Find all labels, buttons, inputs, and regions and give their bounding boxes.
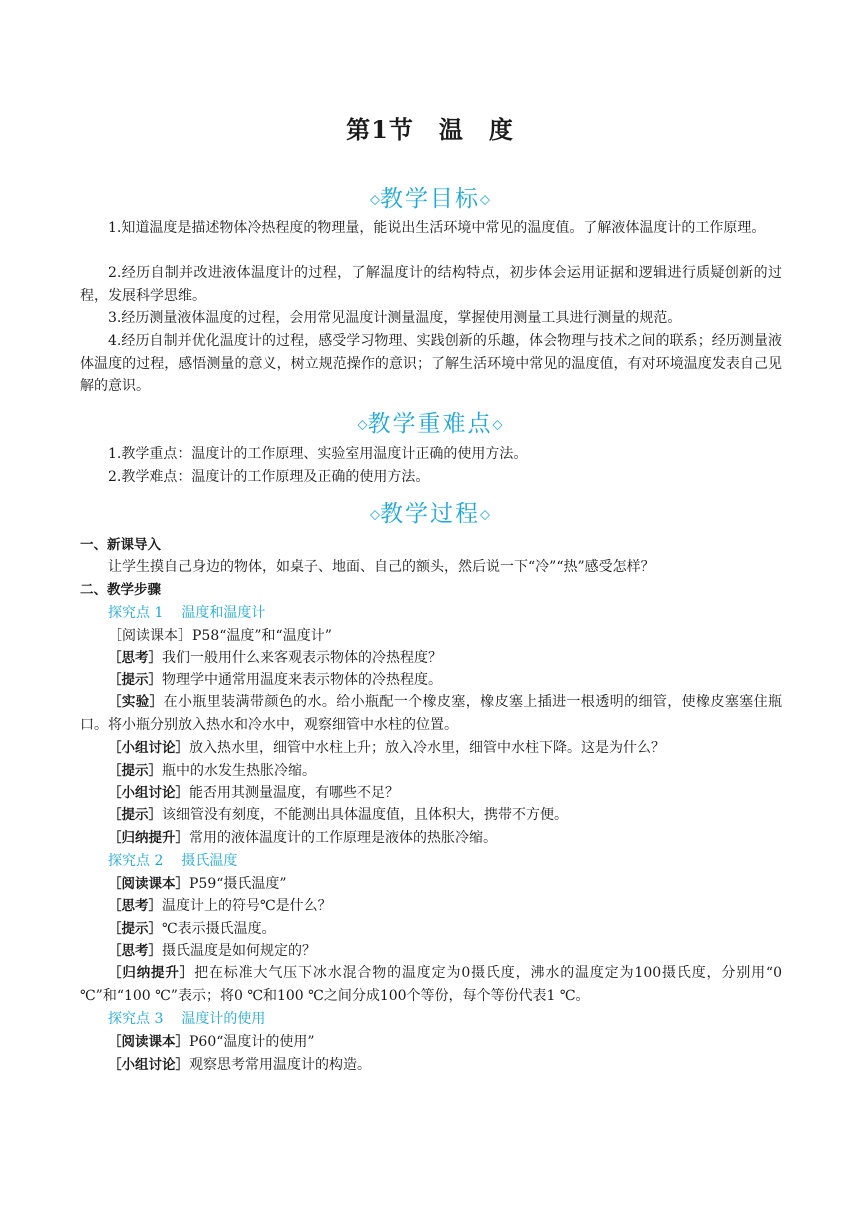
item-text: 观察思考常用温度计的构造。 [189, 1057, 371, 1073]
list-item [108, 918, 782, 940]
goal-paragraph-2: 2.经历自制并改进液体温度计的过程，了解温度计的结构特点，初步体会运用证据和逻辑进行质疑创新的过程，发展科学思维。 [80, 265, 782, 304]
topic-1-heading [108, 602, 810, 624]
item-text: 物理学中通常用温度来表示物体的冷热程度。 [162, 672, 442, 688]
diamond-icon: ◇ [480, 507, 490, 523]
diamond-icon: ◇ [357, 417, 368, 433]
keypoint-2: 2.教学难点：温度计的工作原理及正确的使用方法。 [108, 469, 430, 485]
list-item [108, 782, 782, 804]
item-tag: ［实验］ [108, 694, 164, 710]
item-tag: ［思考］ [108, 898, 162, 914]
item-tag: ［归纳提升］ [108, 965, 195, 981]
item-text: 在小瓶里装满带颜色的水。给小瓶配一个橡皮塞，橡皮塞上插进一根透明的细管，使橡皮塞塞住瓶口。将小瓶分别放入热水和冷水中，观察细管中水柱的位置。 [80, 694, 783, 733]
topic-1-number: 探究点 1 [108, 605, 164, 621]
item-tag: ［阅读课本］ [108, 876, 189, 892]
item-text: P59“摄氏温度” [189, 876, 287, 892]
diamond-icon: ◇ [480, 192, 490, 208]
list-item [108, 647, 782, 669]
keypoint-1: 1.教学重点：温度计的工作原理、实验室用温度计正确的使用方法。 [108, 446, 528, 462]
item-tag: ［归纳提升］ [108, 830, 189, 846]
list-item [80, 691, 782, 736]
item-text: P60“温度计的使用” [189, 1034, 315, 1050]
item-text: 瓶中的水发生热胀冷缩。 [162, 763, 316, 779]
section-heading-goals [0, 180, 860, 213]
diamond-icon: ◇ [370, 507, 380, 523]
item-tag: ［阅读课本］ [108, 1034, 189, 1050]
item-tag: ［小组讨论］ [108, 1057, 189, 1073]
topic-3-name: 温度计的使用 [181, 1011, 266, 1027]
list-item [108, 625, 782, 647]
page-title: 第1节 温 度 [346, 115, 514, 144]
list-item [108, 940, 782, 962]
item-tag: ［思考］ [108, 650, 162, 666]
goal-paragraph-3: 3.经历测量液体温度的过程，会用常见温度计测量温度，掌握使用测量工具进行测量的规范。 [108, 310, 682, 326]
section-heading-process [0, 495, 860, 528]
item-text: ℃表示摄氏温度。 [162, 921, 276, 937]
list-item [108, 760, 782, 782]
item-text: 放入热水里，细管中水柱上升；放入冷水里，细管中水柱下降。这是为什么？ [189, 740, 665, 756]
item-text: P58“温度”和“温度计” [192, 628, 332, 644]
item-tag: ［小组讨论］ [108, 785, 189, 801]
goal-paragraph-4: 4.经历自制并优化温度计的过程，感受学习物理、实践创新的乐趣，体会物理与技术之间的联系；经历测量液体温度的过程，感悟测量的意义，树立规范操作的意识；了解生活环境中常见的温度值，有对环境温度发表自己见解的意识。 [80, 333, 782, 394]
section-heading-keypoints-label: 教学重难点 [367, 411, 493, 437]
item-tag: ［阅读课本］ [108, 628, 192, 644]
topic-3-heading [108, 1008, 810, 1030]
topic-2-name: 摄氏温度 [181, 853, 238, 869]
item-tag: ［小组讨论］ [108, 740, 189, 756]
list-item [108, 895, 782, 917]
item-text: 温度计上的符号℃是什么？ [162, 898, 332, 914]
item-tag: ［提示］ [108, 921, 162, 937]
item-text: 把在标准大气压下冰水混合物的温度定为0摄氏度，沸水的温度定为100摄氏度，分别用“0 ℃”和“100 ℃”表示；将0 ℃和100 ℃之间分成100个等份，每个等份代表1 ℃。 [80, 965, 782, 1004]
topic-2-heading [108, 850, 810, 872]
item-tag: ［思考］ [108, 943, 162, 959]
item-text: 该细管没有刻度，不能测出具体温度值，且体积大，携带不方便。 [162, 807, 568, 823]
topic-2-number: 探究点 2 [108, 853, 164, 869]
item-text: 常用的液体温度计的工作原理是液体的热胀冷缩。 [189, 830, 497, 846]
list-item [108, 669, 782, 691]
section-heading-goals-label: 教学目标 [380, 186, 480, 212]
goal-paragraph-1: 1.知道温度是描述物体冷热程度的物理量，能说出生活环境中常见的温度值。了解液体温度计的工作原理。 [108, 220, 766, 236]
heading-new-lesson: 一、新课导入 [80, 537, 161, 553]
item-tag: ［提示］ [108, 672, 162, 688]
item-text: 我们一般用什么来客观表示物体的冷热程度？ [162, 650, 442, 666]
list-item [108, 737, 782, 759]
item-tag: ［提示］ [108, 763, 162, 779]
heading-teaching-steps: 二、教学步骤 [80, 582, 161, 598]
diamond-icon: ◇ [492, 417, 503, 433]
diamond-icon: ◇ [370, 192, 380, 208]
section-heading-keypoints [0, 405, 860, 438]
item-text: 摄氏温度是如何规定的？ [162, 943, 316, 959]
list-item [108, 1054, 782, 1076]
section-heading-process-label: 教学过程 [380, 501, 480, 527]
list-item [108, 873, 782, 895]
intro-paragraph: 让学生摸自己身边的物体，如桌子、地面、自己的额头，然后说一下“冷”“热”感受怎样？ [108, 559, 655, 575]
item-tag: ［提示］ [108, 807, 162, 823]
topic-1-name: 温度和温度计 [181, 605, 266, 621]
list-item [108, 1031, 782, 1053]
list-item [108, 804, 782, 826]
list-item [80, 962, 782, 1007]
list-item [108, 827, 782, 849]
topic-3-number: 探究点 3 [108, 1011, 164, 1027]
item-text: 能否用其测量温度，有哪些不足？ [189, 785, 399, 801]
